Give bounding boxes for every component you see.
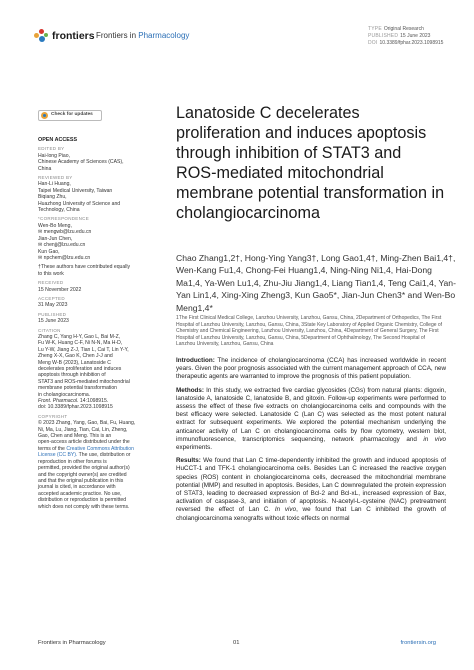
equal-contribution-note: †These authors have contributed equally to this work	[38, 264, 131, 277]
editor-info: Hai-long Piao, Chinese Academy of Sciences (CAS), China	[38, 152, 124, 172]
abstract-methods	[176, 387, 446, 453]
sidebar-published-label: PUBLISHED	[38, 311, 67, 317]
journal-title: Pharmacology	[138, 31, 190, 40]
intro-heading: Introduction:	[176, 357, 215, 364]
doi-label: DOI	[368, 40, 378, 46]
copyright-block	[38, 420, 156, 510]
results-text: We found that Lan C time-dependently inhibited the growth and induced apoptosis of HuCCT-1 and TFK-1 cholangiocarcinoma cells. Besides Lan C increased the reactive oxygen species (ROS) content in cholangiocarcinoma cells, decreased the mitochondrial membrane potential (MMP) and resulted in apoptosis. Besides, Lan C downregulated the protein expression of STAT3, leading to decreased expression of Bcl-2 and Bcl-xL, increased expression of Bax, activation of caspase-3, and initiation of apoptosis. N-acetyl-L-cysteine (NAC) pretreatment reversed the effect of Lan C.	[176, 457, 446, 514]
reviewer-info: Han-Li Huang, Taipei Medical University, Taiwan Biqiang Zhu, Huazhong University of Science and Technology, China	[38, 181, 121, 214]
received-label: RECEIVED	[38, 280, 64, 286]
citation-doi[interactable]: doi: 10.3389/fphar.2023.1098915	[38, 404, 113, 411]
received-date: 15 November 2022	[38, 286, 82, 293]
results-heading: Results:	[176, 457, 201, 465]
brand-name: frontiers	[52, 30, 95, 42]
methods-italic: in vivo	[423, 435, 446, 443]
crossmark-icon	[41, 112, 48, 119]
affiliations: 1The First Clinical Medical College, Lanzhou University, Lanzhou, Gansu, China, 2Department of Orthopedics, The First Hospital of Lanzhou University, Lanzhou, Gansu, China, 3State Key Laboratory of Applied Organic Chemistry, College of Chemistry and Chemical Engineering, Lanzhou University, Lanzhou, China, 4Department of General Surgery, The First Hospital of Lanzhou University, Lanzhou, Gansu, China, 5Department of Ophthalmology, The Second Hospital of Lanzhou University, Lanzhou, Gansu, China	[176, 315, 443, 348]
published-value: 15 June 2023	[400, 33, 431, 39]
journal-name[interactable]	[96, 31, 189, 40]
methods-end: experiments.	[176, 444, 213, 452]
abstract-results	[176, 457, 446, 523]
citation-journal: Front. Pharmacol.	[38, 398, 79, 405]
results-end: , we found that Lan C inhibited the growth of cholangiocarcinoma xenografts without toxic effects on normal	[176, 506, 446, 522]
page-header	[0, 0, 474, 64]
accepted-date: 31 May 2023	[38, 302, 68, 309]
published-label: PUBLISHED	[368, 33, 399, 39]
citation-block	[38, 334, 156, 411]
correspondence-info[interactable]: Wen-Bo Meng, ✉ mengwb@lzu.edu.cn Jian-Jun Chen, ✉ chenjj@lzu.edu.cn Kun Gao, ✉ npchem@lzu.edu.cn	[38, 222, 92, 261]
page-number: 01	[233, 640, 240, 646]
check-updates-label: Check for updates	[51, 112, 93, 118]
reviewed-by-label: REVIEWED BY	[38, 175, 73, 181]
abstract-introduction	[176, 357, 446, 382]
abstract	[176, 357, 446, 528]
methods-heading: Methods:	[176, 386, 204, 394]
correspondence-label: *CORRESPONDENCE	[38, 216, 90, 222]
edited-by-label: EDITED BY	[38, 146, 65, 152]
footer-site-link[interactable]: frontiersin.org	[400, 640, 436, 646]
license-link[interactable]: Creative Commons Attribution License (CC BY).	[38, 445, 134, 459]
type-label: TYPE	[368, 26, 382, 32]
intro-text: The incidence of cholangiocarcinoma (CCA) has increased worldwide in recent years. Given the poor prognosis associated with the current management approach of CCA, new therapeutic agents are warranted to improve the prognosis of this patient population.	[176, 357, 446, 381]
article-meta	[368, 26, 443, 47]
author-list: Chao Zhang1,2†, Hong-Ying Yang3†, Long Gao1,4†, Ming-Zhen Bai1,4†, Wen-Kang Fu1,4, Chong-Fei Huang1,4, Ning-Ning Ni1,4, Hai-Dong Ma1,4, Ya-Wen Lu1,4, Zhu-Jiu Jiang1,4, Liang Tian1,4, Teng Cai1,4, Yan-Yan Lin1,4, Xing-Xing Zheng3, Kun Gao5*, Jian-Jun Chen3* and Wen-Bo Meng1,4*	[176, 253, 456, 313]
citation-label: CITATION	[38, 327, 61, 333]
check-updates-button[interactable]	[38, 110, 102, 121]
copyright-label: COPYRIGHT	[38, 413, 68, 419]
open-access-label: OPEN ACCESS	[38, 137, 78, 143]
footer-journal: Frontiers in Pharmacology	[38, 640, 106, 646]
copyright-text-1: © 2023 Zhang, Yang, Gao, Bai, Fu, Huang, Ni, Ma, Lu, Jiang, Tian, Cai, Lin, Zheng, Gao, Chen and Meng. This is an open-access article distributed under the terms of the	[38, 420, 136, 452]
frontiers-logo[interactable]	[34, 29, 95, 43]
article-sidebar	[38, 110, 156, 510]
methods-text: In this study, we extracted five cardiac glycosides (CGs) from natural plants: digoxin, lanatoside A, lanatoside C, lanatoside B, and gitoxin. Follow-up experiments were performed to assess the effect of these five extracts on cholangiocarcinoma cells and compounds with the best efficacy were selected. Lanatoside C (Lan C) was selected as the most potent natural extract for subsequent experiments. We explored the potential mechanism underlying the anticancer activity of Lan C on cholangiocarcinoma cells by flow cytometry, western blot, immunofluorescence, transcriptomics sequencing, network pharmacology and	[176, 386, 446, 443]
journal-prefix: Frontiers in	[96, 31, 137, 40]
sidebar-published-date: 15 June 2023	[38, 318, 69, 325]
citation-ref: 14:1098915.	[78, 398, 109, 405]
citation-text: Zhang C, Yang H-Y, Gao L, Bai M-Z, Fu W-K, Huang C-F, Ni N-N, Ma H-D, Lu Y-W, Jiang Z-J, Tian L, Cai T, Lin Y-Y, Zheng X-X, Gao K, Chen J-J and Meng W-B (2023), Lanatoside C decelerates proliferation and induces apoptosis through inhibition of STAT3 and ROS-mediated mitochondrial membrane potential transformation in cholangiocarcinoma.	[38, 333, 130, 398]
results-italic: In vivo	[274, 506, 297, 514]
page-footer	[0, 634, 474, 654]
frontiers-logo-icon	[34, 29, 48, 43]
copyright-text-2: The use, distribution or reproduction in other forums is permitted, provided the original author(s) and the copyright owner(s) are credited and that the original publication in this journal is cited, in accordance with accepted academic practice. No use, distribution or reproduction is permitted which does not comply with these terms.	[38, 452, 131, 510]
accepted-label: ACCEPTED	[38, 295, 65, 301]
article-title: Lanatoside C decelerates proliferation and induces apoptosis through inhibition of STAT3 and ROS-mediated mitochondrial membrane potential transformation in cholangiocarcinoma	[176, 104, 445, 222]
type-value: Original Research	[383, 26, 424, 32]
doi-link[interactable]: 10.3389/fphar.2023.1098915	[379, 40, 444, 46]
